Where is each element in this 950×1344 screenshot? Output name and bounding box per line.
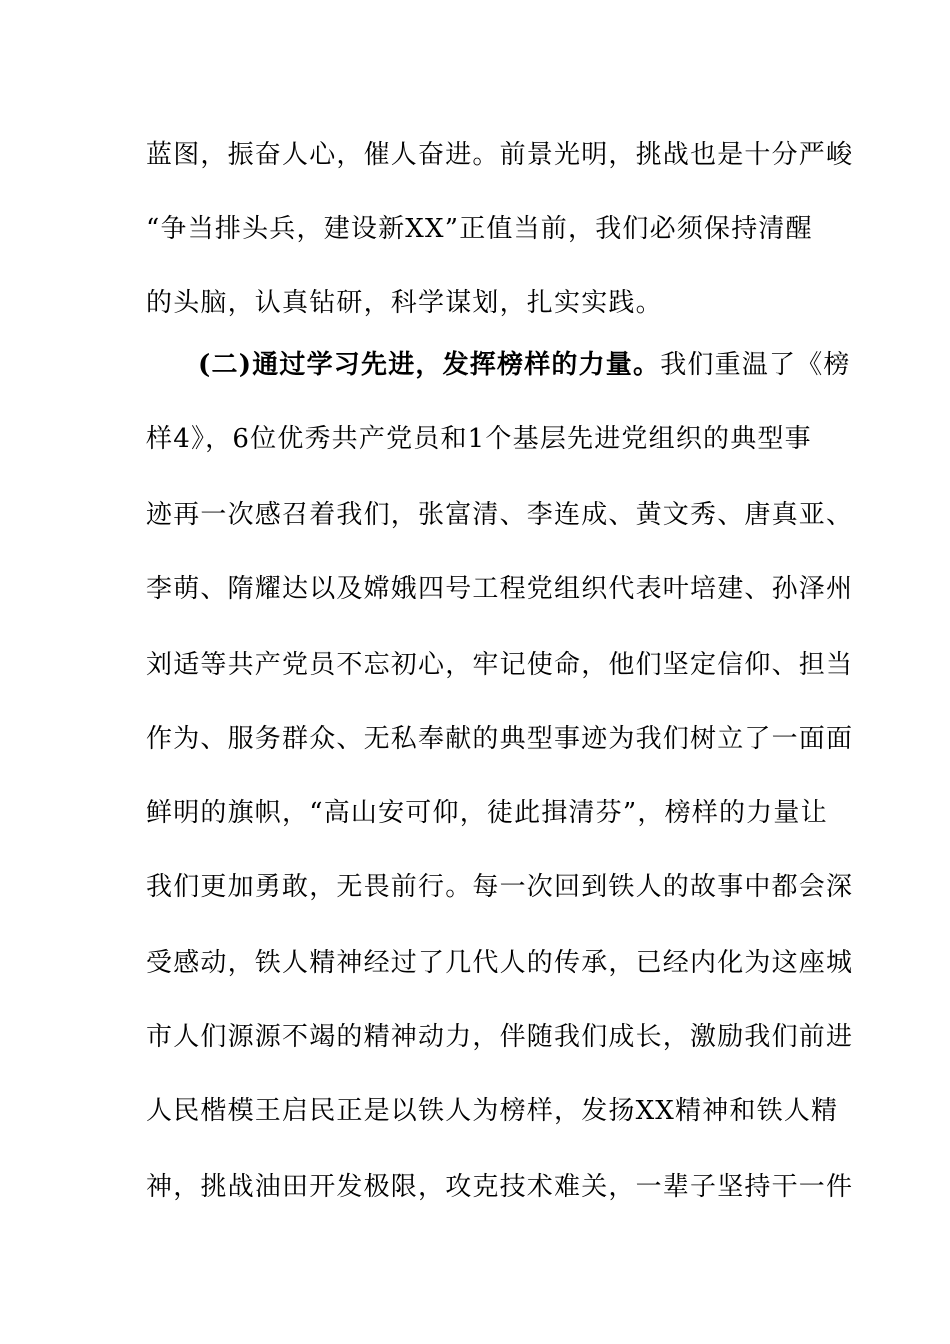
- section-heading-line: [198, 347, 851, 383]
- line-text: “争当排头兵，建设新XX”正值当前，我们必须保持清醒: [146, 214, 813, 244]
- line-text: 的头脑，认真钻研，科学谋划，扎实实践。: [146, 288, 663, 318]
- section-heading: (二)通过学习先进，发挥榜样的力量。: [198, 350, 661, 380]
- line-text: 样4》，6位优秀共产党员和1个基层先进党组织的典型事: [146, 424, 812, 454]
- paragraph-line: [146, 721, 854, 757]
- line-text: 鲜明的旗帜，“高山安可仰，徒此揖清芬”，榜样的力量让: [146, 798, 828, 828]
- paragraph-line: [146, 1169, 854, 1205]
- line-text: 神，挑战油田开发极限，攻克技术难关，一辈子坚持干一件: [146, 1172, 854, 1202]
- paragraph-line: [146, 795, 828, 831]
- line-text: 受感动，铁人精神经过了几代人的传承，已经内化为这座城: [146, 948, 854, 978]
- line-text: 我们更加勇敢，无畏前行。每一次回到铁人的故事中都会深: [146, 872, 854, 902]
- paragraph-line: [146, 1093, 839, 1129]
- line-text: 蓝图，振奋人心，催人奋进。前景光明，挑战也是十分严峻: [146, 140, 854, 170]
- paragraph-line: [146, 211, 813, 247]
- paragraph-line: [146, 497, 854, 533]
- line-text: 市人们源源不竭的精神动力，伴随我们成长，激励我们前进: [146, 1022, 854, 1052]
- paragraph-line: [146, 869, 854, 905]
- line-text: 刘适等共产党员不忘初心，牢记使命，他们坚定信仰、担当: [146, 650, 854, 680]
- line-text: 李萌、隋耀达以及嫦娥四号工程党组织代表叶培建、孙泽州: [146, 574, 854, 604]
- line-text: 作为、服务群众、无私奉献的典型事迹为我们树立了一面面: [146, 724, 854, 754]
- paragraph-line: [146, 571, 854, 607]
- paragraph-line: [146, 945, 854, 981]
- line-text: 我们重温了《榜: [660, 350, 851, 380]
- paragraph-line: [146, 137, 854, 173]
- line-text: 迹再一次感召着我们，张富清、李连成、黄文秀、唐真亚、: [146, 500, 854, 530]
- paragraph-line: [146, 647, 854, 683]
- line-text: 人民楷模王启民正是以铁人为榜样，发扬XX精神和铁人精: [146, 1096, 839, 1126]
- paragraph-line: [146, 285, 806, 321]
- paragraph-line: [146, 1019, 854, 1055]
- paragraph-line: [146, 421, 812, 457]
